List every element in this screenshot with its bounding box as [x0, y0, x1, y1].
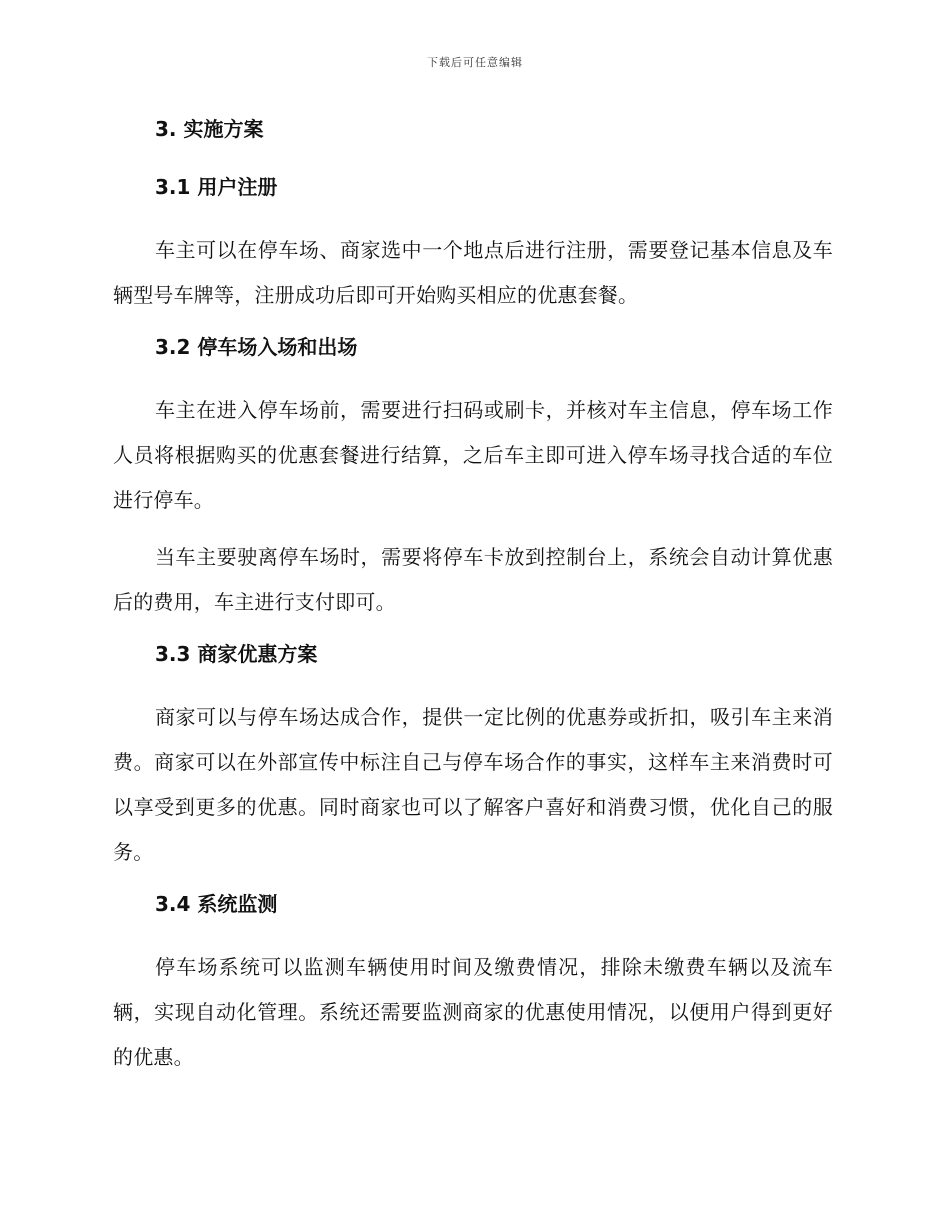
paragraph-parking-entry: 车主在进入停车场前，需要进行扫码或刷卡，并核对车主信息，停车场工作人员将根据购买的优惠套餐进行结算，之后车主即可进入停车场寻找合适的车位进行停车。 [113, 398, 833, 512]
paragraph-merchant-discount: 商家可以与停车场达成合作，提供一定比例的优惠券或折扣，吸引车主来消费。商家可以在外部宣传中标注自己与停车场合作的事实，这样车主来消费时可以享受到更多的优惠。同时商家也可以了解客户喜好和消费习惯，优化自己的服务。 [113, 705, 833, 864]
subsection-title-user-registration: 3.1 用户注册 [155, 175, 278, 199]
subsection-title-system-monitoring: 3.4 系统监测 [155, 892, 278, 916]
paragraph-user-registration: 车主可以在停车场、商家选中一个地点后进行注册，需要登记基本信息及车辆型号车牌等，注册成功后即可开始购买相应的优惠套餐。 [113, 238, 833, 307]
header-note: 下载后可任意编辑 [427, 56, 523, 69]
paragraph-system-monitoring: 停车场系统可以监测车辆使用时间及缴费情况，排除未缴费车辆以及流车辆，实现自动化管理。系统还需要监测商家的优惠使用情况，以便用户得到更好的优惠。 [113, 955, 833, 1069]
document-content [113, 112, 833, 1080]
subsection-title-parking-entry-exit: 3.2 停车场入场和出场 [155, 335, 358, 359]
subsection-title-merchant-discount: 3.3 商家优惠方案 [155, 642, 318, 666]
paragraph-parking-exit: 当车主要驶离停车场时，需要将停车卡放到控制台上，系统会自动计算优惠后的费用，车主进行支付即可。 [113, 545, 833, 614]
section-title: 3. 实施方案 [155, 117, 264, 141]
